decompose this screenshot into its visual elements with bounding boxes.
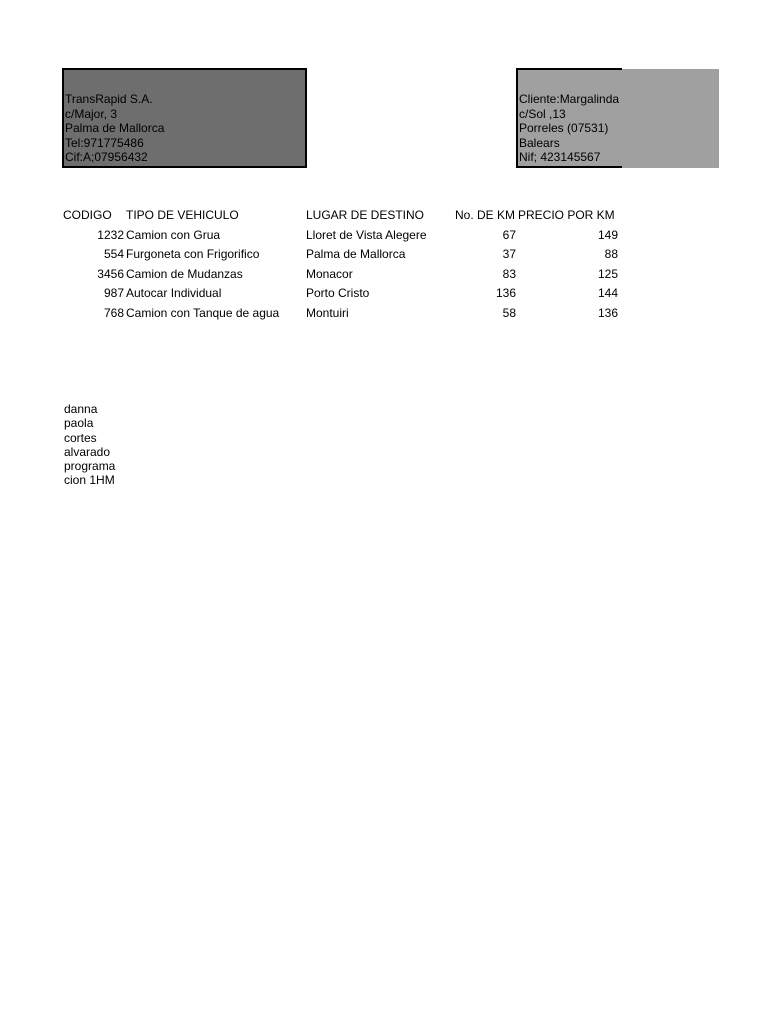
cell-precio: 88 <box>604 247 618 261</box>
cell-destino: Monacor <box>306 266 353 281</box>
table-row <box>62 284 619 304</box>
cell-destino: Palma de Mallorca <box>306 247 406 261</box>
note-line: danna <box>64 402 98 416</box>
cell-tipo: Camion con Grua <box>126 227 221 242</box>
cell-codigo: 987 <box>103 286 124 300</box>
cell-codigo: 1232 <box>97 227 124 242</box>
cell-precio: 136 <box>597 305 618 320</box>
cell-codigo: 3456 <box>97 266 124 281</box>
client-city: Porreles (07531) <box>519 121 609 135</box>
cell-precio: 125 <box>597 266 618 281</box>
note-line: alvarado <box>64 444 111 459</box>
note-line: programa <box>64 459 116 474</box>
company-phone: Tel:971775486 <box>65 135 144 150</box>
company-city: Palma de Mallorca <box>65 121 165 135</box>
cell-precio: 149 <box>597 227 618 242</box>
vehicle-table <box>62 206 619 323</box>
client-region: Balears <box>519 135 560 150</box>
cell-km: 37 <box>502 247 516 261</box>
cell-codigo: 768 <box>103 305 124 320</box>
author-notes <box>64 402 115 488</box>
table-header-row <box>62 206 619 226</box>
company-cif: Cif:A;07956432 <box>65 150 148 164</box>
cell-destino: Porto Cristo <box>306 286 370 300</box>
cell-km: 83 <box>502 266 516 281</box>
header-codigo: CODIGO <box>63 208 112 222</box>
client-address: c/Sol ,13 <box>519 106 566 121</box>
company-name: TransRapid S.A. <box>65 92 153 106</box>
header-tipo-vehiculo: TIPO DE VEHICULO <box>126 208 239 222</box>
header-precio-km: PRECIO POR KM <box>518 208 615 222</box>
cell-precio: 144 <box>597 286 618 300</box>
header-km: No. DE KM <box>455 208 516 222</box>
client-nif: Nif; 423145567 <box>519 150 601 164</box>
cell-km: 58 <box>502 305 516 320</box>
cell-tipo: Camion con Tanque de agua <box>126 305 280 320</box>
cell-destino: Lloret de Vista Alegere <box>306 227 427 242</box>
cell-codigo: 554 <box>103 247 124 261</box>
client-box-extension <box>622 69 719 168</box>
cell-tipo: Autocar Individual <box>126 286 222 300</box>
client-name: Cliente:Margalinda <box>519 92 620 106</box>
note-line: cortes <box>64 430 97 445</box>
note-line: paola <box>64 416 94 431</box>
table-row <box>62 304 619 324</box>
company-address: c/Major, 3 <box>65 106 118 121</box>
cell-tipo: Furgoneta con Frigorifico <box>126 247 260 261</box>
table-row <box>62 265 619 285</box>
table-row <box>62 245 619 265</box>
note-line: cion 1HM <box>64 473 115 488</box>
cell-km: 67 <box>502 227 516 242</box>
cell-destino: Montuiri <box>306 305 349 320</box>
client-info-box <box>516 68 622 168</box>
cell-tipo: Camion de Mudanzas <box>126 266 243 281</box>
cell-km: 136 <box>495 286 516 300</box>
table-row <box>62 226 619 246</box>
company-info-box <box>62 68 307 168</box>
header-lugar-destino: LUGAR DE DESTINO <box>306 208 425 222</box>
